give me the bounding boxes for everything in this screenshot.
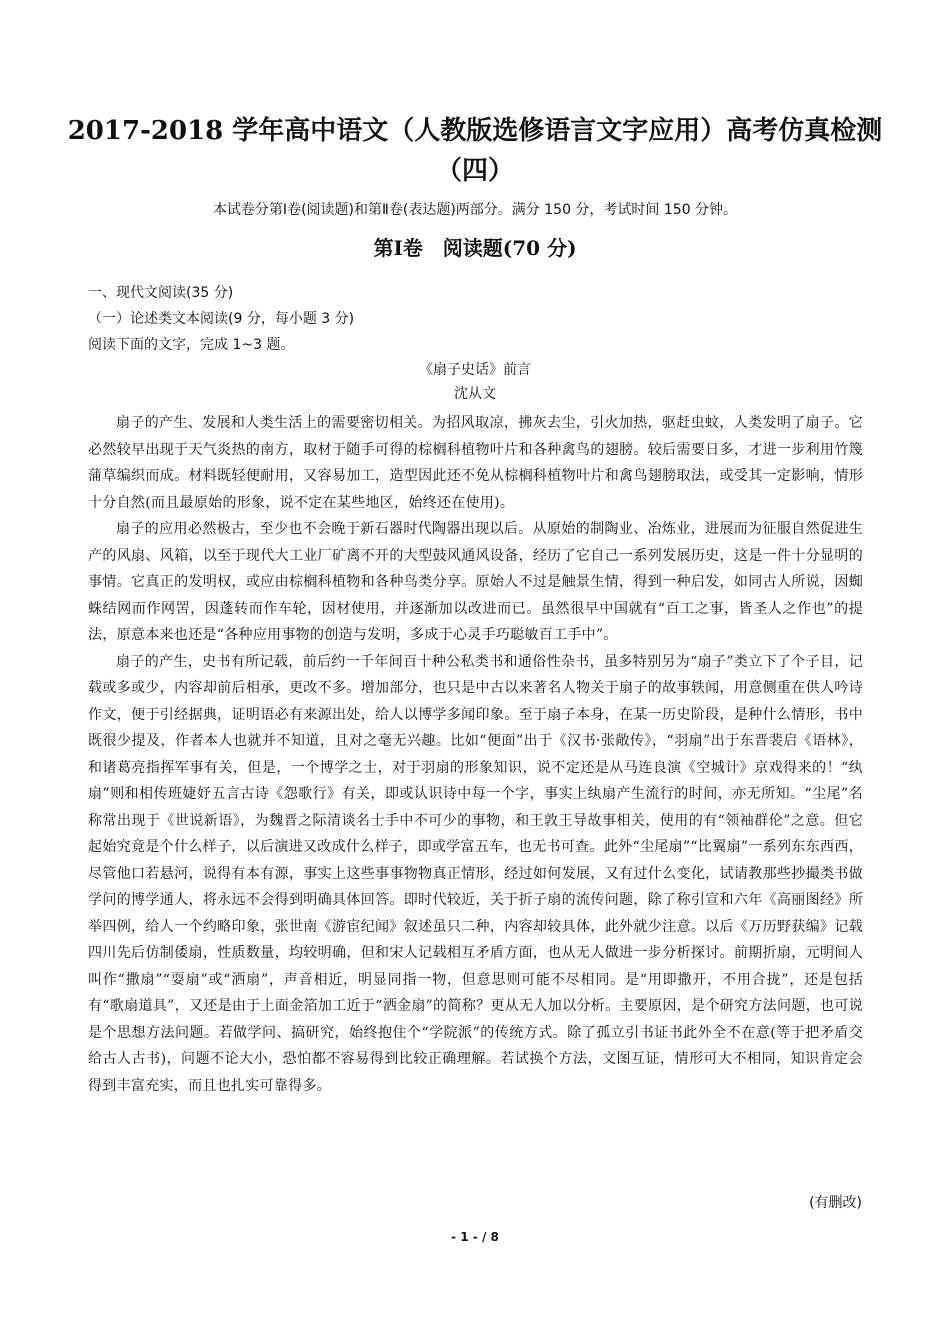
sub-heading: （一）论述类文本阅读(9 分，每小题 3 分) [88,311,355,327]
instruction-text: 阅读下面的文字，完成 1~3 题。 [88,337,295,353]
article-author: 沈从文 [454,386,496,402]
section-title: 第Ⅰ卷 阅读题(70 分) [373,236,577,260]
paragraph: 扇子的产生，史书有所记载，前后约一千年间百十种公私类书和通俗性杂书，虽多特别另为“扇子”类立下了个子目，记载或多或少，内容却前后相承，更改不多。增加部分，也只是中古以来著名人物关于扇子的故事轶闻，用意侧重在供人吟诗作文，便于引经据典，证明语必有来源出处，给人以博学多闻印象。至于扇子本身，在某一历史阶段，是种什么情形，书中既很少提及，作者本人也就并不知道，且对之毫无兴趣。比如“便面”出于《汉书·张敞传》，“羽扇”出于东晋裴启《语林》，和诸葛亮指挥军事有关，但是，一个博学之士，对于羽扇的形象知识，说不定还是从马连良演《空城计》京戏得来的！“纨扇”则和相传班婕妤五言古诗《怨歌行》有关，即或认识诗中每一个字，事实上纨扇产生流行的时间，亦无所知。“尘尾”名称常出现于《世说新语》，为魏晋之际清谈名士手中不可少的事物，和王敦王导故事相关，使用的有“领袖群伦”之意。但它起始究竟是个什么样子，以后演进又改成什么样子，即或学富五车，也无书可查。此外“尘尾扇”“比翼扇”一系列东东西西，尽管他口若悬河，说得有本有源，事实上这些事事物物真正情形，经过如何发展，又有过什么变化，试请教那些抄撮类书做学问的博学通人，将永远不会得到明确具体回答。即时代较近，关于折子扇的流传问题，除了称引宣和六年《高丽图经》所举四例，给人一个约略印象，张世南《游宦纪闻》叙述虽只二种，内容却较具体，此外就少注意。以后《万历野获编》记载四川先后仿制倭扇，性质数量，均较明确，但和宋人记载相互矛盾方面，也从无人做进一步分析探讨。前期折扇，元明间人叫作“撒扇”“耍扇”或“洒扇”，声音相近，明显同指一物，但意思则可能不尽相同。是“用即撒开，不用合拢”，还是包括有“歌扇道具”，又还是由于上面金箔加工近于“洒金扇”的简称？更从无人加以分析。主要原因，是个研究方法问题，也可说是个思想方法问题。若做学问、搞研究，始终抱住个“学院派”的传统方式。除了孤立引书证书此外全不在意(等于把矛盾交给古人古书)，问题不论大小，恐怕都不容易得到比较正确理解。若试换个方法，文图互证，情形可大不相同，知识肯定会得到丰富充实，而且也扎实可靠得多。 [88,653,863,1094]
paragraph: 扇子的应用必然极古，至少也不会晚于新石器时代陶器出现以后。从原始的制陶业、冶炼业，进展而为征服自然促进生产的风扇、风箱，以至于现代大工业厂矿离不开的大型鼓风通风设备，经历了它自己一系列发展历史，这是一件十分显明的事情。它真正的发明权，或应由棕榈科植物和各种鸟类分享。原始人不过是触景生情，得到一种启发，如同古人所说，因蜘蛛结网而作网罟，因蓬转而作车轮，因材使用，并逐渐加以改进而已。虽然很早中国就有“百工之事，皆圣人之作也”的提法，原意本来也还是“各种应用事物的创造与发明，多成于心灵手巧聪敏百工手中”。 [88,521,863,643]
exam-intro: 本试卷分第Ⅰ卷(阅读题)和第Ⅱ卷(表达题)两部分。满分 150 分，考试时间 150 分钟。 [212,202,738,218]
page-number: - 1 - / 8 [451,1230,499,1244]
exam-title: 2017-2018 学年高中语文（人教版选修语言文字应用）高考仿真检测 [67,116,883,146]
article-body [88,410,863,1099]
article-title: 《扇子史话》前言 [419,362,531,378]
paragraph: 扇子的产生、发展和人类生活上的需要密切相关。为招风取凉，拂灰去尘，引火加热，驱赶虫蚊，人类发明了扇子。它必然较早出现于天气炎热的南方，取材于随手可得的棕榈科植物叶片和各种禽鸟的翅膀。较后需要日多，才进一步利用竹篾蒲草编织而成。材料既轻便耐用，又容易加工，造型因此还不免从棕榈科植物叶片和禽鸟翅膀取法，或受其一定影响，情形十分自然(而且最原始的形象，说不定在某些地区，始终还在使用)。 [88,415,863,511]
exam-title-subtitle: （四） [435,156,514,186]
edit-note: (有删改) [809,1195,862,1211]
part-heading: 一、现代文阅读(35 分) [88,285,234,301]
